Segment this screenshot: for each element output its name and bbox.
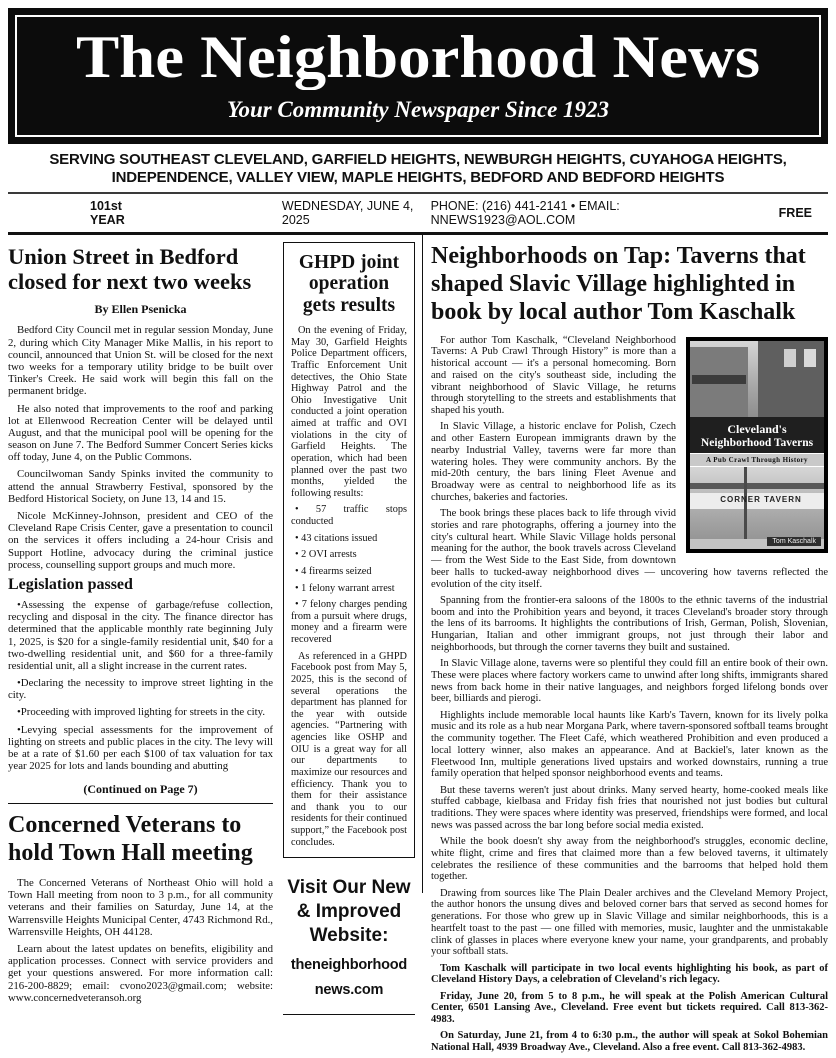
article-paragraph: As referenced in a GHPD Facebook post from May 5, 2025, this is the second of several operations the department has planned for the year with outside agencies. “Partnering with agencies like OSHP and OIU is a great way for all our departments to maximize our resources and efficiency. Thank you to them for their assistance and thank you to our residents for their continued support,” the Facebook post concludes. [291, 650, 407, 848]
book-subtitle: A Pub Crawl Through History [690, 453, 824, 467]
article-taverns [431, 242, 828, 1054]
cover-photo-shape [690, 483, 824, 489]
article-union-street [8, 244, 273, 798]
edition-year: 101st YEAR [90, 198, 125, 227]
cover-photo-shape [804, 349, 816, 367]
column-divider [422, 235, 423, 893]
book-cover-photo-bottom [690, 467, 824, 549]
article-bullet: • 7 felony charges pending from a pursuit where drugs, money and a firearm were recovered [291, 599, 407, 646]
book-cover-photo-top [690, 341, 824, 417]
right-column [431, 242, 828, 1058]
article-bullet: • 2 OVI arrests [295, 549, 357, 561]
article-paragraph: The Concerned Veterans of Northeast Ohio will hold a Town Hall meeting from noon to 3 p.m., for all community veterans and their families on Saturday, June 14, at the Warrensville Heights Municipal Center, 4743 Richmond Rd., Warrensville Heights, OH 44128. [8, 877, 273, 938]
newspaper-tagline: Your Community Newspaper Since 1923 [226, 97, 610, 123]
promo-url-line-2: news.com [314, 981, 384, 998]
article-paragraph: Bedford City Council met in regular session Monday, June 2, during which City Manager Mike Mallis, in his report to council, announced that Union St. will be closed for the next two weeks for a temporary utility bridge to be built over Tinker's Creek. He said work will begin this fall on the permanent bridge. [8, 324, 273, 398]
book-title-line-1: Cleveland's [727, 421, 787, 436]
book-cover-title-band [690, 417, 824, 453]
article-paragraph: Drawing from sources like The Plain Dealer archives and the Cleveland Memory Project, the author honors the unsung dives and beloved corner bars that served as second homes for generations. For those who grew up in Slavic Village and similar neighborhoods, this is a heartfelt toast to the past — one filled with memories, music, laughter and the unmistakable clink of glasses in places where everyone knew your name, your grandparents, and probably your softball stats. [431, 887, 828, 958]
article-veterans [8, 812, 273, 1004]
article-subhead: Legislation passed [8, 575, 133, 593]
article-event-paragraph: On Saturday, June 21, from 4 to 6:30 p.m., the author will speak at Sokol Bohemian National Hall, 4939 Broadway Ave., Cleveland. Also a free event. Call 813-362-4983. [431, 1030, 828, 1053]
promo-heading: Visit Our New & Improved Website: [287, 877, 411, 946]
article-paragraph: But these taverns weren't just about drinks. Many served hearty, home-cooked meals like stuffed cabbage, kielbasa and Friday fish fries that nourished not just bodies but cultural traditions. They were spaces where identity was preserved, friendships were formed, and local news was passed across the bar long before social media existed. [431, 784, 828, 831]
contact-info: PHONE: (216) 441-2141 • EMAIL: NNEWS1923@AOL.COM [430, 198, 620, 227]
article-byline: By Ellen Psenicka [94, 302, 187, 317]
price-label: FREE [778, 205, 812, 220]
article-ghpd [283, 242, 415, 859]
article-headline: GHPD joint operation gets results [298, 251, 400, 317]
article-bullet: • 1 felony warrant arrest [295, 582, 395, 594]
cover-photo-shape [784, 349, 796, 367]
serving-line-2: INDEPENDENCE, VALLEY VIEW, MAPLE HEIGHTS, BEDFORD AND BEDFORD HEIGHTS [111, 168, 725, 186]
columns-container [8, 235, 828, 1058]
article-bullet: • 4 firearms seized [295, 565, 372, 577]
masthead [8, 8, 828, 144]
article-bullet: • 57 traffic stops conducted [291, 504, 407, 528]
article-bullet: • 43 citations issued [295, 532, 378, 544]
book-title-line-2: Neighborhood Taverns [700, 436, 814, 449]
article-paragraph: Councilwoman Sandy Spinks invited the community to attend the annual Strawberry Festival, sponsored by the Bedford Historical Society, on June 13, 14 and 15. [8, 468, 273, 505]
tavern-sign-text: CORNER TAVERN [720, 494, 802, 504]
article-separator-rule [8, 803, 273, 804]
promo-url-line-1: theneighborhood [290, 956, 408, 973]
article-paragraph: For author Tom Kaschalk, “Cleveland Neighborhood Taverns: A Pub Crawl Through History” is more than a historical account — it's a personal homecoming. Born and raised on the city's southeast side, including the vibrant neighborhood of Slavic Village, he returns through storytelling to the streets and establishments that shaped his youth. [431, 334, 676, 416]
article-event-paragraph: Tom Kaschalk will participate in two local events highlighting his book, as part of Cleveland History Days, a celebration of Cleveland's rich legacy. [431, 962, 828, 986]
article-paragraph: Highlights include memorable local haunts like Karb's Tavern, known for its lively polka music and its role as a hub near Morgana Park, where tavern-sponsored softball teams brought the community together. The Fleet Café, which weathered Prohibition and even produced a local lottery winner, also makes an appearance. And at Backiel's, later known as the Fleetwood Inn, multiple generations lived upstairs and worked downstairs, running a true family operation that helped sponsor neighborhood events and teams. [431, 709, 828, 780]
article-headline: Union Street in Bedford closed for next two weeks [8, 243, 252, 294]
masthead-frame [15, 15, 821, 137]
article-paragraph: In Slavic Village, a historic enclave for Polish, Czech and other Eastern European immigrants drawn by the nearby Industrial Valley, taverns were far more than watering holes. They were community anchors. By the mid-20th century, the bars lining Fleet Avenue and Broadway were as central to neighborhood life as its churches, bakeries and factories. [431, 421, 676, 503]
article-headline: Neighborhoods on Tap: Taverns that shaped Slavic Village highlighted in book by local author Tom Kaschalk [431, 242, 806, 326]
article-paragraph: Nicole McKinney-Johnson, president and CEO of the Cleveland Rape Crisis Center, gave a presentation to council on the services it offers including a 24-hour Crisis and Support Hotline, advocacy during the criminal justice process, counselling support groups and much more. [8, 510, 273, 571]
article-paragraph: While the book doesn't shy away from the neighborhood's struggles, economic decline, white flight, crime and fires that claimed more than a few beloved taverns, it ultimately celebrates the resilience of these communities and the barrooms that helped hold them together. [431, 836, 828, 883]
book-cover [686, 337, 828, 553]
newspaper-title: The Neighborhood News [75, 24, 761, 90]
article-paragraph: The book brings these places back to life through vivid stories and rare photographs, offering a journey into the city's cultural heart. While Slavic Village holds personal meaning for the author, the book travels across Cleveland — from the West Side to the East Side, from downtown beer halls to tucked-away neighborhood dives — uncovering how taverns reflected the evolution of the city itself. [431, 508, 828, 590]
article-paragraph: Spanning from the frontier-era saloons of the 1800s to the ethnic taverns of the industrial boom and into the Prohibition years and beyond, it traces Cleveland's broader story through the lens of its barrooms. It highlights the contributions of Irish, German, Polish, Slovenian, Hungarian, Italian and other immigrant groups, not just through their labor and neighborhoods, but through the corner taverns they built and sustained. [431, 594, 828, 653]
article-bullet: •Assessing the expense of garbage/refuse collection, recycling and disposal in the city. The finance director has determined that the applicable monthly rate beginning July 1, 2025, is $20 for a single-family residential unit, $40 for a two-dwelling residential unit, and $60 for a three-family residential unit, all a slight increase in the current rates. [8, 598, 273, 672]
website-promo [283, 876, 415, 997]
cover-photo-shape [744, 467, 747, 549]
article-paragraph: He also noted that improvements to the roof and parking lot at Ellenwood Recreation Center will be delayed until August, and that the municipal pool will be opening for the season on June 7. The Bedford Summer Concert Series kicks off today, June 4, on the Public Commons. [8, 402, 273, 464]
middle-column [283, 242, 415, 1058]
article-paragraph: On the evening of Friday, May 30, Garfield Heights Police Department officers, Traffic Enforcement Unit detectives, the Ohio State Highway Patrol and the Ohio Investigative Unit conducted a joint operation aimed at traffic and OVI violations in the city of Garfield Heights. The operation, which had been planned over the past two months, yielded the following results: [291, 325, 407, 499]
article-bullet: •Proceeding with improved lighting for streets in the city. [17, 706, 266, 719]
article-event-paragraph: Friday, June 20, from 5 to 8 p.m., he will speak at the Polish American Cultural Center, 6501 Lansing Ave., Cleveland. Free event but tickets required. Call 813-362-4983. [431, 990, 828, 1025]
book-author-label: Tom Kaschalk [767, 537, 821, 546]
article-headline: Concerned Veterans to hold Town Hall meeting [8, 812, 253, 867]
article-paragraph: In Slavic Village alone, taverns were so plentiful they could fill an entire book of their own. These were places where factory workers came to unwind after long shifts, immigrants shared news from back home in their native languages, and neighbors forged lifelong bonds over beer, billiards and pierogi. [431, 658, 828, 705]
article-bullet: •Levying special assessments for the improvement of lighting on streets and public places in the city. The levy will be at a rate of $1.60 per each $100 of tax valuation for tax year 2025 for lots and lands bounding and abutting [8, 723, 273, 773]
continued-notice: (Continued on Page 7) [83, 782, 198, 797]
info-bar [8, 192, 828, 235]
article-paragraph: Learn about the latest updates on benefits, eligibility and application processes. Connect with service providers and get your questions answered. For more information call: 216-200-8829; email: cvono2023@gmail.com; website: www.concernedveteransoh.org [8, 943, 273, 1004]
middle-column-bottom-rule [283, 1014, 415, 1015]
edition-date: WEDNESDAY, JUNE 4, 2025 [281, 198, 414, 227]
article-bullet: •Declaring the necessity to improve street lighting in the city. [8, 677, 273, 702]
serving-area-line [8, 144, 828, 191]
cover-photo-shape [692, 375, 746, 384]
left-column [8, 242, 273, 1058]
serving-line-1: SERVING SOUTHEAST CLEVELAND, GARFIELD HEIGHTS, NEWBURGH HEIGHTS, CUYAHOGA HEIGHTS, [49, 151, 787, 169]
